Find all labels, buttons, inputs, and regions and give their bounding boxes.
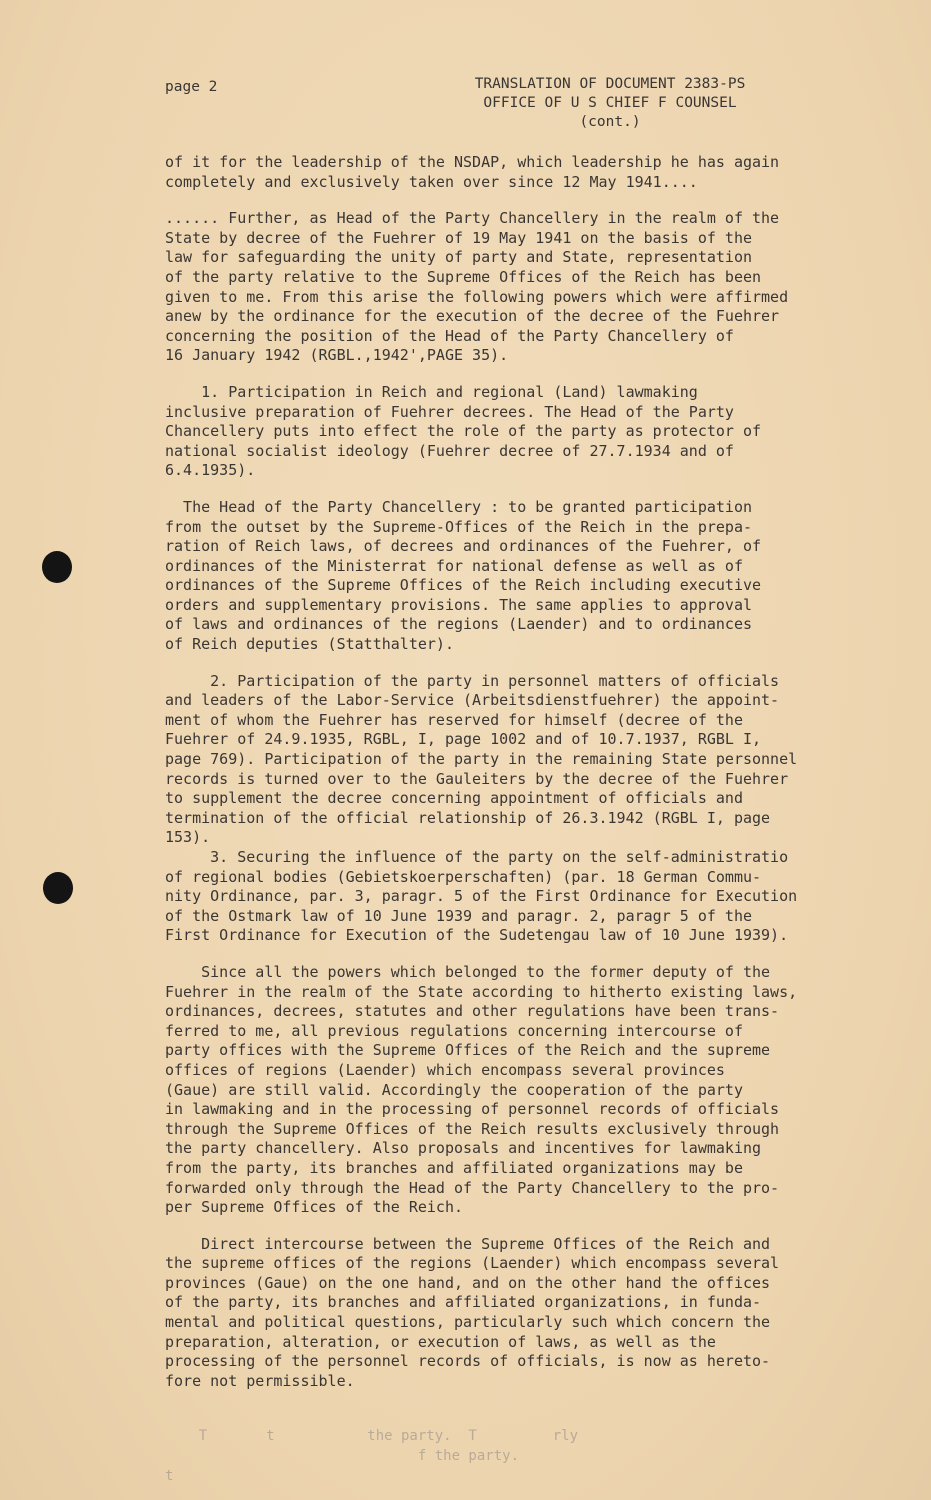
punch-hole-bottom (43, 872, 73, 904)
text-line: given to me. From this arise the following powers which were affirmed (165, 287, 789, 306)
text-line: the party chancellery. Also proposals and incentives for lawmaking (165, 1139, 762, 1158)
text-line: from the outset by the Supreme-Offices of the Reich in the prepa- (165, 517, 752, 536)
text-line: through the Supreme Offices of the Reich results exclusively through (165, 1119, 780, 1138)
text-line: per Supreme Offices of the Reich. (165, 1198, 464, 1217)
text-line: ordinances of the Ministerrat for national defense as well as of (165, 556, 743, 575)
document-title-line-3: (cont.) (579, 114, 641, 130)
text-line: ration of Reich laws, of decrees and ordinances of the Fuehrer, of (165, 537, 762, 556)
text-line: anew by the ordinance for the execution of the decree of the Fuehrer (165, 307, 780, 326)
faded-text-line: T t the party. T rly (165, 1428, 579, 1444)
paragraph-further (165, 209, 865, 366)
text-line: of Reich deputies (Statthalter). (165, 635, 454, 654)
text-line: preparation, alteration, or execution of laws, as well as the (165, 1332, 716, 1351)
text-line: fore not permissible. (165, 1371, 355, 1390)
text-line: in lawmaking and in the processing of personnel records of officials (165, 1100, 780, 1119)
text-line: 1. Participation in Reich and regional (Land) lawmaking (165, 382, 698, 401)
paragraph-item-2 (165, 672, 865, 848)
text-line: mental and political questions, particularly such which concern the (165, 1313, 771, 1332)
text-line: of the Ostmark law of 10 June 1939 and paragr. 2, paragr 5 of the (165, 906, 752, 925)
text-line: of the party, its branches and affiliated organizations, in funda- (165, 1293, 762, 1312)
text-line: and leaders of the Labor-Service (Arbeitsdienstfuehrer) the appoint- (165, 691, 780, 710)
text-line: Fuehrer in the realm of the State according to hitherto existing laws, (165, 982, 798, 1001)
paragraph-continuation (165, 153, 865, 192)
text-line: inclusive preparation of Fuehrer decrees. The Head of the Party (165, 402, 734, 421)
text-line: of regional bodies (Gebietskoerperschaften) (par. 18 German Commu- (165, 867, 762, 886)
text-line: ordinances of the Supreme Offices of the Reich including executive (165, 576, 762, 595)
text-line: 6.4.1935). (165, 461, 256, 480)
text-line: 2. Participation of the party in personnel matters of officials (165, 671, 780, 690)
text-line: State by decree of the Fuehrer of 19 May 1941 on the basis of the (165, 228, 752, 247)
paragraph-direct (165, 1235, 865, 1392)
text-line: provinces (Gaue) on the one hand, and on the other hand the offices (165, 1273, 771, 1292)
document-title-line-2: OFFICE OF U S CHIEF F COUNSEL (483, 95, 737, 111)
text-line: orders and supplementary provisions. The same applies to approval (165, 595, 752, 614)
text-line: First Ordinance for Execution of the Sudetengau law of 10 June 1939). (165, 926, 789, 945)
paragraph-head (165, 498, 865, 655)
text-line: termination of the official relationship of 26.3.1942 (RGBL I, page (165, 808, 771, 827)
text-line: ...... Further, as Head of the Party Chancellery in the realm of the (165, 209, 780, 228)
text-line: party offices with the Supreme Offices of the Reich and the supreme (165, 1041, 771, 1060)
text-line: 153). (165, 828, 211, 847)
text-line: (Gaue) are still valid. Accordingly the cooperation of the party (165, 1080, 743, 1099)
text-line: ferred to me, all previous regulations concerning intercourse of (165, 1021, 743, 1040)
text-line: nity Ordinance, par. 3, paragr. 5 of the First Ordinance for Execution (165, 887, 798, 906)
text-line: of the party relative to the Supreme Offices of the Reich has been (165, 267, 762, 286)
paragraph-since (165, 963, 865, 1218)
text-line: concerning the position of the Head of the Party Chancellery of (165, 326, 734, 345)
document-title-block (440, 75, 780, 132)
text-line: Since all the powers which belonged to the former deputy of the (165, 962, 771, 981)
text-line: the supreme offices of the regions (Laender) which encompass several (165, 1254, 780, 1273)
text-line: Fuehrer of 24.9.1935, RGBL, I, page 1002 and of 10.7.1937, RGBL I, (165, 730, 762, 749)
faded-bottom-text (165, 1426, 865, 1486)
text-line: forwarded only through the Head of the Party Chancellery to the pro- (165, 1178, 780, 1197)
text-line: processing of the personnel records of officials, is now as hereto- (165, 1352, 771, 1371)
text-line: ment of whom the Fuehrer has reserved for himself (decree of the (165, 710, 743, 729)
text-line: of it for the leadership of the NSDAP, which leadership he has again (165, 153, 780, 171)
text-line: Direct intercourse between the Supreme Offices of the Reich and (165, 1234, 771, 1253)
text-line: law for safeguarding the unity of party and State, representation (165, 248, 752, 267)
text-line: records is turned over to the Gauleiters by the decree of the Fuehrer (165, 769, 789, 788)
document-body (165, 153, 865, 1408)
text-line: offices of regions (Laender) which encompass several provinces (165, 1060, 725, 1079)
text-line: page 769). Participation of the party in the remaining State personnel (165, 750, 798, 769)
faded-text-line: t (165, 1468, 174, 1484)
text-line: 16 January 1942 (RGBL.,1942',PAGE 35). (165, 346, 509, 365)
document-title-line-1: TRANSLATION OF DOCUMENT 2383-PS (474, 76, 746, 92)
text-line: national socialist ideology (Fuehrer decree of 27.7.1934 and of (165, 441, 734, 460)
page-number: page 2 (165, 79, 218, 95)
paragraph-item-3 (165, 848, 865, 946)
text-line: ordinances, decrees, statutes and other regulations have been trans- (165, 1002, 780, 1021)
punch-hole-top (42, 551, 72, 583)
text-line: The Head of the Party Chancellery : to be granted participation (165, 497, 752, 516)
text-line: to supplement the decree concerning appointment of officials and (165, 789, 743, 808)
text-line: of laws and ordinances of the regions (Laender) and to ordinances (165, 615, 752, 634)
text-line: 3. Securing the influence of the party on the self-administratio (165, 848, 789, 866)
text-line: Chancellery puts into effect the role of the party as protector of (165, 422, 762, 441)
text-line: from the party, its branches and affiliated organizations may be (165, 1158, 743, 1177)
faded-text-line: f the party. (165, 1448, 520, 1464)
paragraph-item-1 (165, 383, 865, 481)
text-line: completely and exclusively taken over since 12 May 1941.... (165, 172, 698, 191)
